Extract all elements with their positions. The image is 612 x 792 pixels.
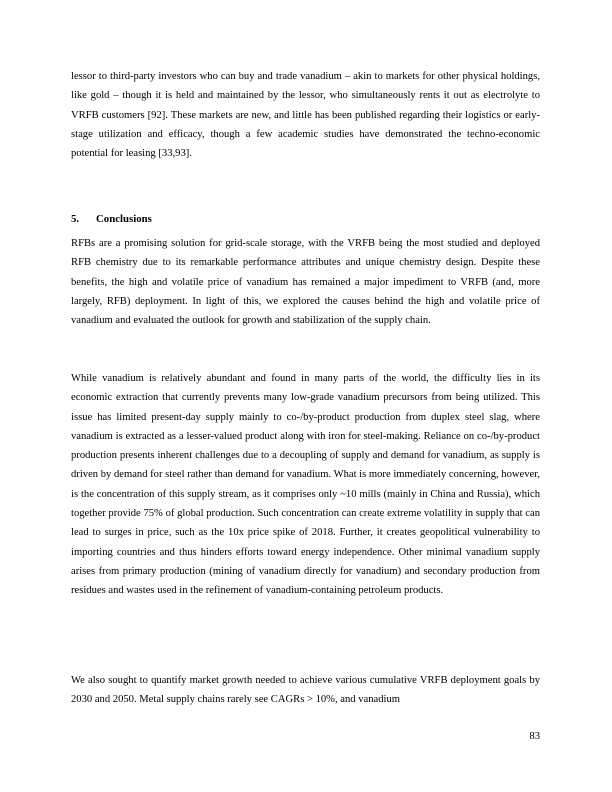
page-number: 83 — [529, 731, 540, 742]
section-title: Conclusions — [96, 213, 152, 225]
section-number: 5. — [71, 213, 80, 225]
paragraph-market-growth: We also sought to quantify market growth needed to achieve various cumulative VRFB deployment goals by 2030 and 2050. Metal supply chains rarely see CAGRs > 10%, and vanadium — [71, 675, 540, 706]
section-heading-conclusions — [71, 211, 152, 227]
paragraph-rfb-summary: RFBs are a promising solution for grid-scale storage, with the VRFB being the most studied and deployed RFB chemistry due to its remarkable performance attributes and unique chemistry design. Despite these benefits, the high and volatile price of vanadium has remained a major impediment to VRFB (and, more largely, RFB) deployment. In light of this, we explored the causes behind the high and volatile price of vanadium and evaluated the outlook for growth and stabilization of the supply chain. — [71, 238, 540, 327]
paragraph-vanadium-supply: While vanadium is relatively abundant and found in many parts of the world, the difficulty lies in its economic extraction that currently prevents many low-grade vanadium precursors from being utilized. This issue has limited present-day supply mainly to co-/by-product production from duplex steel slag, where vanadium is extracted as a lesser-valued product along with iron for steel-making. Reliance on co-/by-product production presents inherent challenges due to a decoupling of supply and demand for vanadium, as supply is driven by demand for steel rather than demand for vanadium. What is more immediately concerning, however, is the concentration of this supply stream, as it comprises only ~10 mills (mainly in China and Russia), which together provide 75% of global production. Such concentration can create extreme volatility in supply that can lead to surges in price, such as the 10x price spike of 2018. Further, it creates geopolitical vulnerability to importing countries and thus hinders efforts toward energy independence. Other minimal vanadium supply arises from primary production (mining of vanadium directly for vanadium) and secondary production from residues and wastes used in the refinement of vanadium-containing petroleum products. — [71, 373, 540, 597]
paragraph-leasing-continuation: lessor to third-party investors who can buy and trade vanadium – akin to markets for other physical holdings, like gold – though it is held and maintained by the lessor, who simultaneously rents it out as electrolyte to VRFB customers [92]. These markets are new, and little has been published regarding their logistics or early-stage utilization and efficacy, though a few academic studies have demonstrated the techno-economic potential for leasing [33,93]. — [71, 71, 540, 160]
